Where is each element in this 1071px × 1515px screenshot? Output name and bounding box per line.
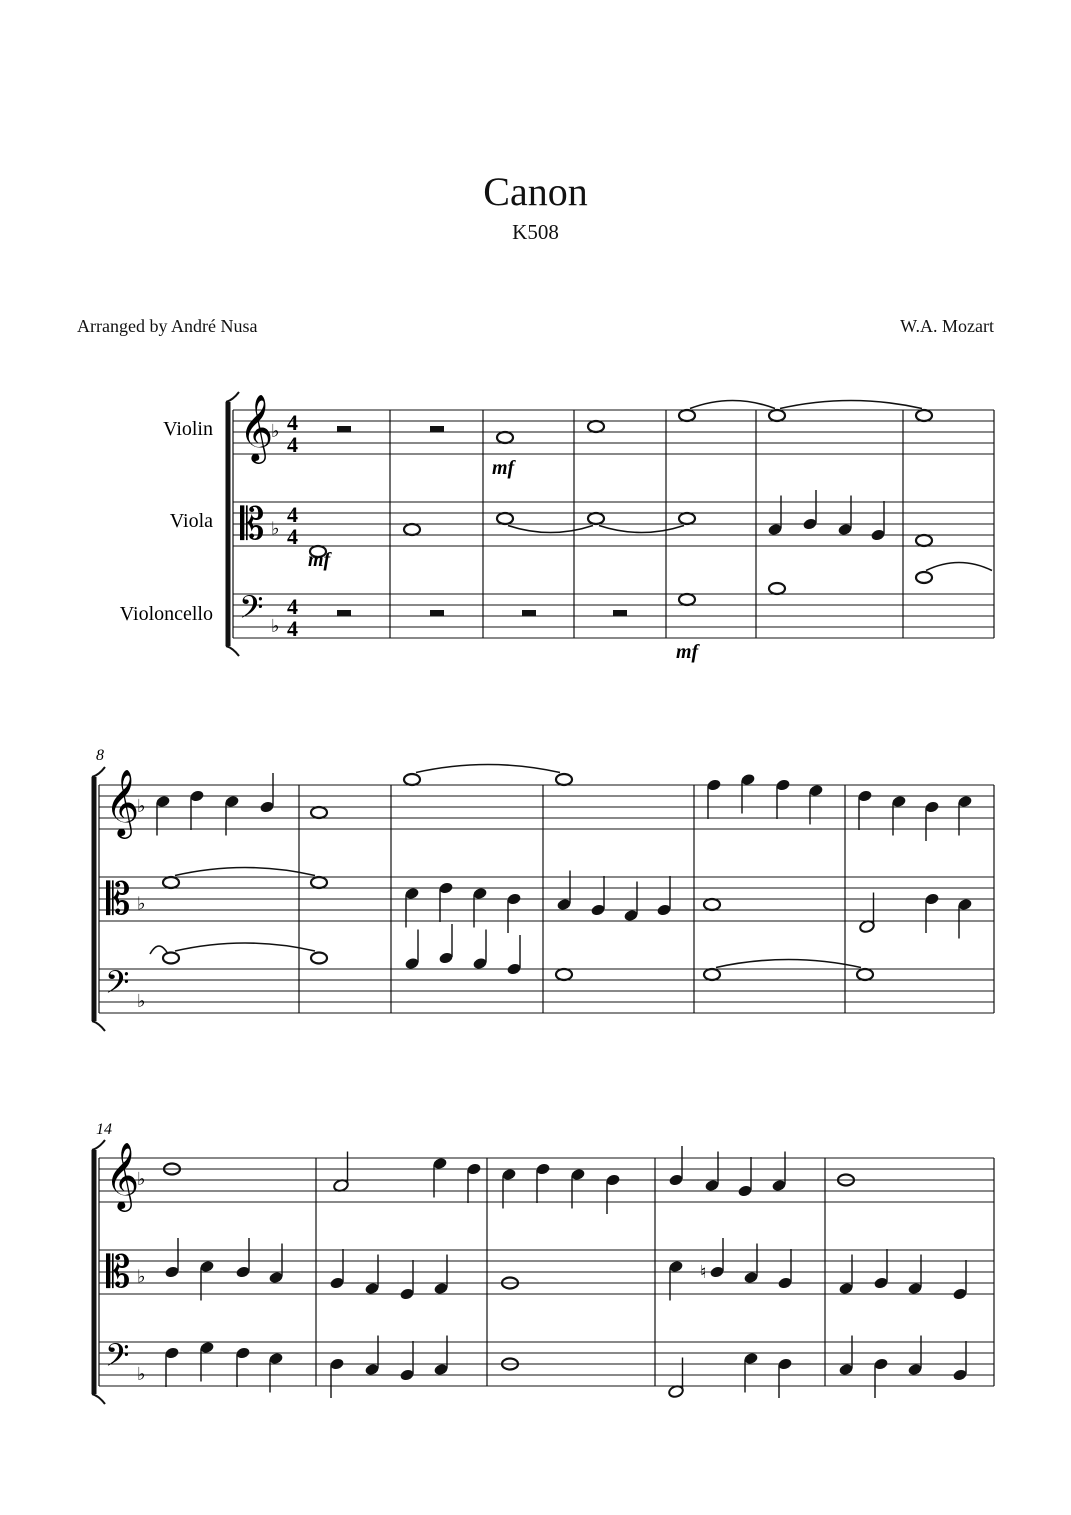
half-rest-icon <box>337 610 351 616</box>
whole-note <box>556 969 572 980</box>
whole-note <box>704 899 720 910</box>
dynamic-mf: mf <box>676 641 699 663</box>
whole-note <box>916 410 932 421</box>
whole-note <box>916 535 932 546</box>
whole-note <box>679 410 695 421</box>
tie-curve <box>416 765 560 773</box>
alto-clef-icon: 𝄡 <box>106 1248 131 1297</box>
whole-note <box>311 877 327 888</box>
measure-number-14: 14 <box>96 1121 112 1138</box>
flat-sign-icon: ♭ <box>137 991 146 1011</box>
whole-note <box>588 421 604 432</box>
whole-note <box>497 432 513 443</box>
composer-credit: W.A. Mozart <box>900 316 994 336</box>
time-signature-denominator: 4 <box>287 616 298 641</box>
whole-note <box>163 877 179 888</box>
bass-clef-icon: 𝄢 <box>239 591 264 633</box>
time-signature-denominator: 4 <box>287 432 298 457</box>
alto-clef-icon: 𝄡 <box>240 500 265 549</box>
bracket-hook-bottom <box>92 1394 105 1404</box>
system-3 <box>92 1140 994 1404</box>
whole-note <box>556 774 572 785</box>
instrument-label-violoncello: Violoncello <box>119 603 213 625</box>
bracket-hook-bottom <box>92 1021 105 1031</box>
flat-sign-icon: ♭ <box>271 421 280 441</box>
time-signature-numerator: 4 <box>287 410 298 435</box>
whole-note <box>679 513 695 524</box>
half-rest-icon <box>522 610 536 616</box>
staff-violin <box>99 1143 994 1212</box>
whole-note <box>311 807 327 818</box>
tie-curve <box>599 526 684 533</box>
half-rest-icon <box>337 426 351 432</box>
whole-note <box>857 969 873 980</box>
bass-clef-icon: 𝄢 <box>105 1339 130 1381</box>
tie-curve <box>175 868 315 876</box>
tie-curve <box>716 960 861 968</box>
instrument-label-violin: Violin <box>163 418 213 440</box>
time-signature-numerator: 4 <box>287 502 298 527</box>
flat-sign-icon: ♭ <box>271 616 280 636</box>
bass-clef-icon: 𝄢 <box>105 966 130 1008</box>
whole-note <box>769 583 785 594</box>
half-rest-icon <box>430 426 444 432</box>
measure-number-8: 8 <box>96 747 104 764</box>
instrument-label-viola: Viola <box>169 510 213 532</box>
time-signature-numerator: 4 <box>287 594 298 619</box>
flat-sign-icon: ♭ <box>137 1266 146 1287</box>
bracket-hook-bottom <box>226 646 239 656</box>
treble-clef-icon: 𝄞 <box>239 395 274 460</box>
tie-curve <box>690 401 775 409</box>
staff-systems <box>92 392 994 1404</box>
whole-note <box>588 513 604 524</box>
flat-sign-icon: ♭ <box>137 893 146 914</box>
staff-violoncello <box>99 966 994 1013</box>
half-rest-icon <box>430 610 444 616</box>
bracket-hook-top <box>226 392 239 402</box>
whole-note <box>916 572 932 583</box>
tie-curve <box>150 946 168 954</box>
dynamic-mf: mf <box>308 549 331 571</box>
treble-clef-icon: 𝄞 <box>105 1143 140 1208</box>
time-signature-denominator: 4 <box>287 524 298 549</box>
tie-curve <box>175 943 315 951</box>
whole-note <box>404 524 420 535</box>
staff-viola <box>99 1248 994 1297</box>
whole-note <box>163 953 179 964</box>
arranger-credit: Arranged by André Nusa <box>77 316 258 336</box>
bracket-hook-top <box>92 767 105 777</box>
page-title: Canon <box>483 169 588 214</box>
whole-note <box>679 594 695 605</box>
flat-sign-icon: ♭ <box>271 518 280 539</box>
tie-curve <box>780 401 922 409</box>
bracket-hook-top <box>92 1140 105 1150</box>
whole-note <box>497 513 513 524</box>
tie-curve <box>926 563 992 571</box>
tie-curve <box>508 526 593 533</box>
dynamic-mf: mf <box>492 457 515 479</box>
flat-sign-icon: ♭ <box>137 1169 146 1189</box>
flat-sign-icon: ♭ <box>137 796 146 816</box>
staff-viola <box>99 875 994 924</box>
whole-note <box>704 969 720 980</box>
treble-clef-icon: 𝄞 <box>105 770 140 835</box>
page-subtitle: K508 <box>512 220 559 244</box>
alto-clef-icon: 𝄡 <box>106 875 131 924</box>
staff-violoncello <box>99 1339 994 1386</box>
whole-note <box>311 953 327 964</box>
half-rest-icon <box>613 610 627 616</box>
staff-viola <box>233 500 994 549</box>
whole-note <box>404 774 420 785</box>
whole-note <box>769 410 785 421</box>
natural-sign-icon: ♮ <box>700 1262 707 1282</box>
flat-sign-icon: ♭ <box>137 1364 146 1384</box>
